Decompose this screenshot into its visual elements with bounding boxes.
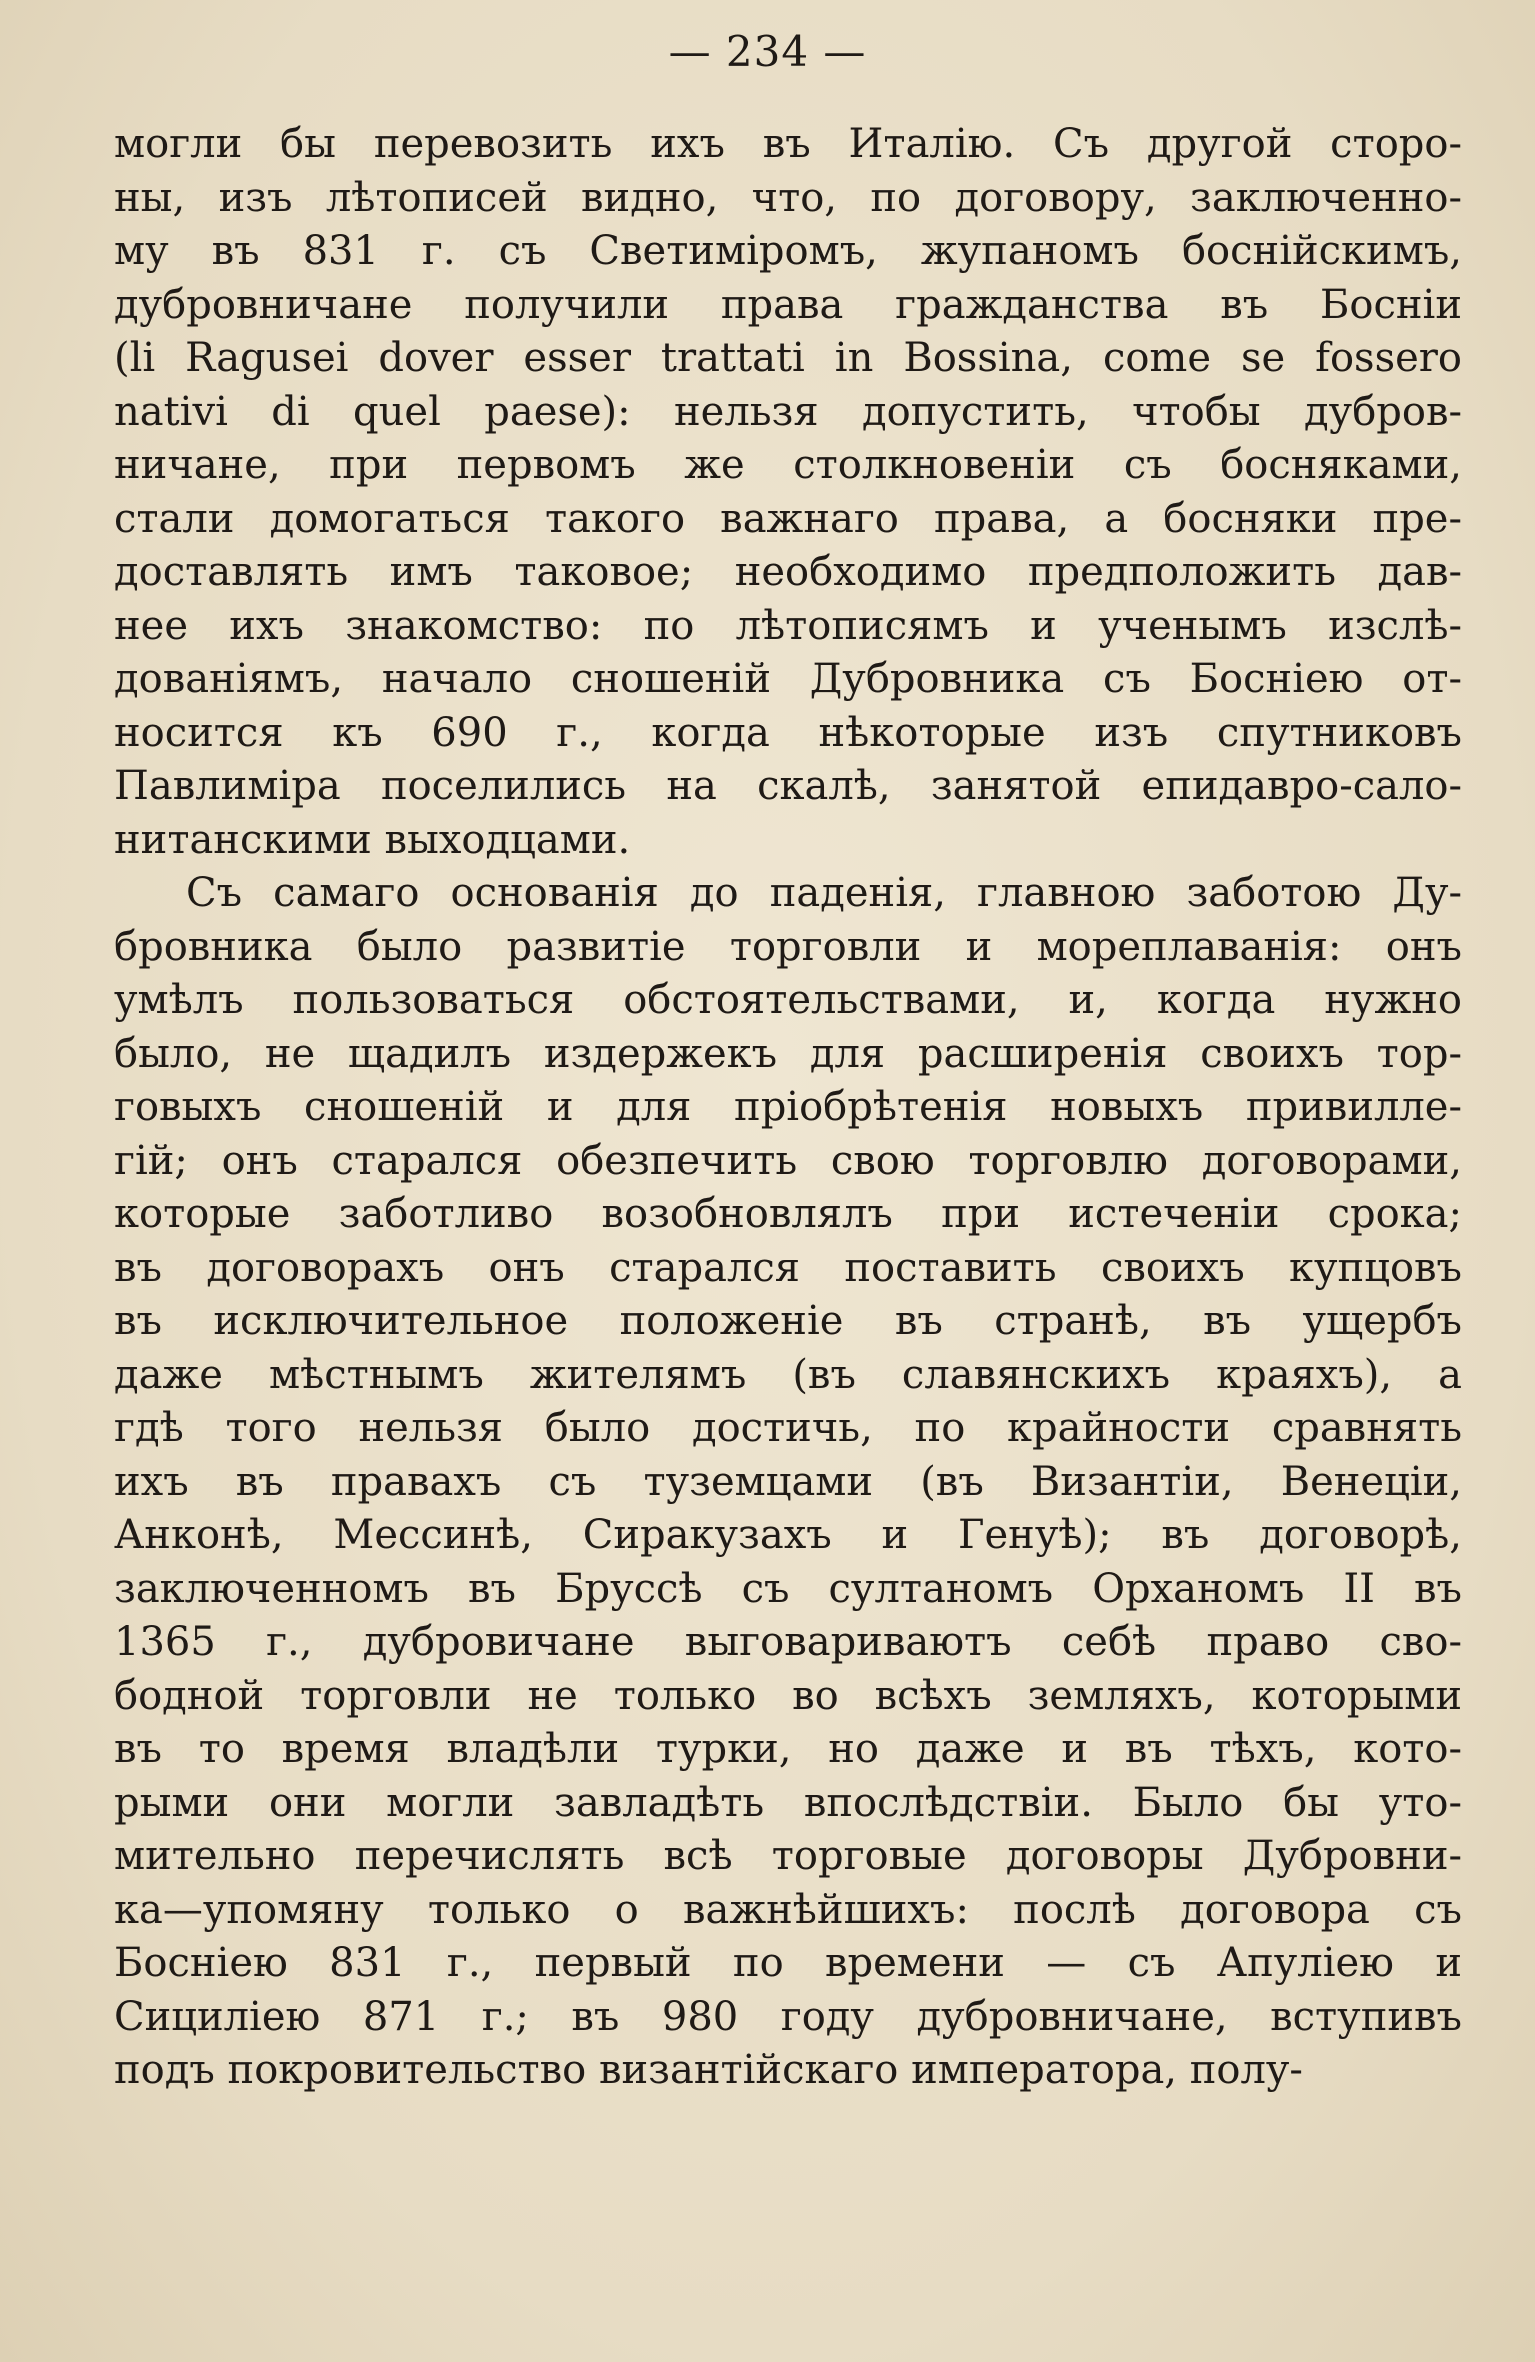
- text-line: Анконѣ, Мессинѣ, Сиракузахъ и Генуѣ); въ договорѣ,: [114, 1512, 1462, 1558]
- paragraph: [114, 118, 1462, 867]
- text-line: 1365 г., дубровичане выговариваютъ себѣ право сво-: [114, 1619, 1462, 1665]
- text-line: ны, изъ лѣтописей видно, что, по договору, заключенно-: [114, 174, 1462, 221]
- text-line: му въ 831 г. съ Светиміромъ, жупаномъ боснійскимъ,: [114, 228, 1462, 274]
- paragraph: [114, 867, 1462, 2098]
- text-line: было, не щадилъ издержекъ для расширенія своихъ тор-: [114, 1030, 1462, 1077]
- text-line: nativi di quel paese): нельзя допустить, чтобы дубров-: [114, 388, 1462, 435]
- text-line: въ то время владѣли турки, но даже и въ тѣхъ, кото-: [114, 1726, 1462, 1772]
- text-line: Босніею 831 г., первый по времени — съ Апуліею и: [114, 1940, 1462, 1986]
- text-line: бодной торговли не только во всѣхъ земляхъ, которыми: [114, 1672, 1462, 1719]
- text-line: нитанскими выходцами.: [114, 816, 631, 863]
- text-line: рыми они могли завладѣть впослѣдствіи. Было бы уто-: [114, 1779, 1462, 1826]
- text-line: нее ихъ знакомство: по лѣтописямъ и ученымъ изслѣ-: [114, 602, 1462, 649]
- text-line: Сициліею 871 г.; въ 980 году дубровничане, вступивъ: [114, 1993, 1462, 2040]
- text-line: гдѣ того нельзя было достичь, по крайности сравнять: [114, 1405, 1462, 1451]
- text-line: гій; онъ старался обезпечить свою торговлю договорами,: [114, 1137, 1462, 1184]
- text-line: дованіямъ, начало сношеній Дубровника съ Босніею от-: [114, 656, 1462, 702]
- text-line: (li Ragusei dover esser trattati in Bossina, come se fossero: [114, 335, 1462, 381]
- text-line: Съ самаго основанія до паденія, главною заботою Ду-: [186, 870, 1462, 916]
- text-line: подъ покровительство византійскаго императора, полу-: [114, 2047, 1303, 2093]
- text-line: въ договорахъ онъ старался поставить своихъ купцовъ: [114, 1244, 1462, 1291]
- text-line: носится къ 690 г., когда нѣкоторые изъ спутниковъ: [114, 709, 1462, 756]
- text-line: даже мѣстнымъ жителямъ (въ славянскихъ краяхъ), а: [114, 1351, 1462, 1398]
- text-line: бровника было развитіе торговли и мореплаванія: онъ: [114, 923, 1462, 970]
- text-line: Павлиміра поселились на скалѣ, занятой епидавро-сало-: [114, 763, 1462, 809]
- text-line: которые заботливо возобновлялъ при истеченіи срока;: [114, 1191, 1462, 1237]
- text-line: умѣлъ пользоваться обстоятельствами, и, когда нужно: [114, 977, 1462, 1023]
- text-line: могли бы перевозить ихъ въ Италію. Съ другой сторо-: [114, 121, 1462, 167]
- body-text: [114, 118, 1462, 2098]
- text-line: мительно перечислять всѣ торговые договоры Дубровни-: [114, 1833, 1462, 1879]
- text-line: стали домогаться такого важнаго права, а босняки пре-: [114, 495, 1462, 542]
- text-line: дубровничане получили права гражданства въ Босніи: [114, 281, 1462, 328]
- text-line: ка—упомяну только о важнѣйшихъ: послѣ договора съ: [114, 1886, 1462, 1933]
- text-line: въ исключительное положеніе въ странѣ, въ ущербъ: [114, 1298, 1462, 1344]
- text-line: доставлять имъ таковое; необходимо предположить дав-: [114, 549, 1462, 595]
- text-line: ихъ въ правахъ съ туземцами (въ Византіи, Венеціи,: [114, 1458, 1462, 1505]
- page-number: — 234 —: [668, 27, 867, 76]
- text-line: заключенномъ въ Бруссѣ съ султаномъ Орханомъ II въ: [114, 1565, 1462, 1612]
- text-line: ничане, при первомъ же столкновеніи съ босняками,: [114, 442, 1462, 488]
- text-line: говыхъ сношеній и для пріобрѣтенія новыхъ привилле-: [114, 1084, 1462, 1130]
